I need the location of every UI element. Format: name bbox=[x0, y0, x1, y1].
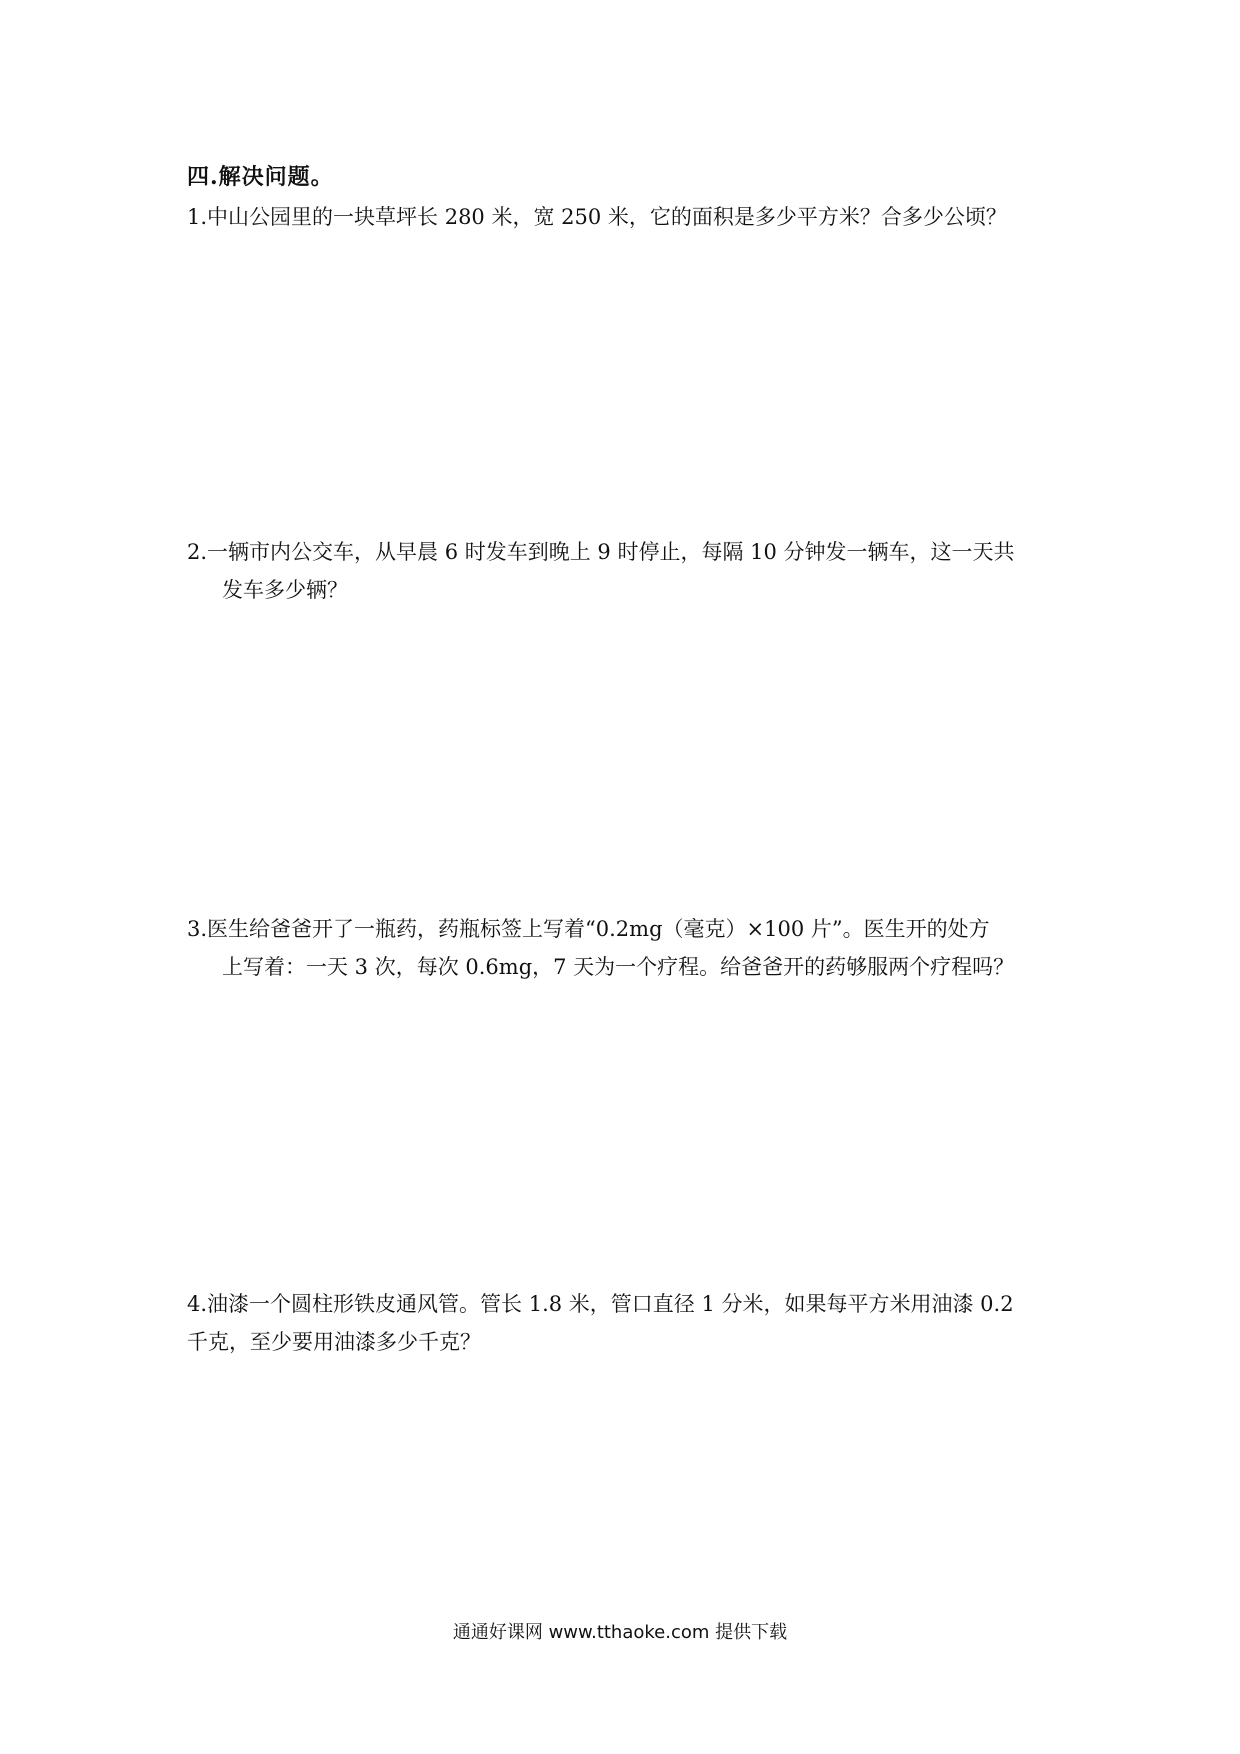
problem-3-line-2: 上写着：一天 3 次，每次 0.6mg，7 天为一个疗程。给爸爸开的药够服两个疗程吗？ bbox=[222, 955, 1015, 979]
problem-1-line-1: 1.中山公园里的一块草坪长 280 米，宽 250 米，它的面积是多少平方米？合多少公顷？ bbox=[187, 205, 1007, 229]
problem-1 bbox=[187, 198, 1077, 236]
problem-2 bbox=[187, 533, 1077, 609]
problem-4-line-2: 千克，至少要用油漆多少千克？ bbox=[187, 1330, 481, 1354]
section-title: 四.解决问题。 bbox=[187, 164, 334, 190]
problem-4 bbox=[187, 1285, 1077, 1361]
problem-3-line-1: 3.医生给爸爸开了一瓶药，药瓶标签上写着“0.2mg（毫克）×100 片”。医生开的处方 bbox=[187, 917, 990, 941]
footer-source-note: 通通好课网 www.tthaoke.com 提供下载 bbox=[452, 1622, 788, 1643]
problem-4-line-1: 4.油漆一个圆柱形铁皮通风管。管长 1.8 米，管口直径 1 分米，如果每平方米用油漆 0.2 bbox=[187, 1292, 1014, 1316]
problem-2-line-2: 发车多少辆？ bbox=[222, 578, 348, 602]
problem-2-line-1: 2.一辆市内公交车，从早晨 6 时发车到晚上 9 时停止，每隔 10 分钟发一辆车，这一天共 bbox=[187, 540, 1015, 564]
problem-3 bbox=[187, 910, 1077, 986]
